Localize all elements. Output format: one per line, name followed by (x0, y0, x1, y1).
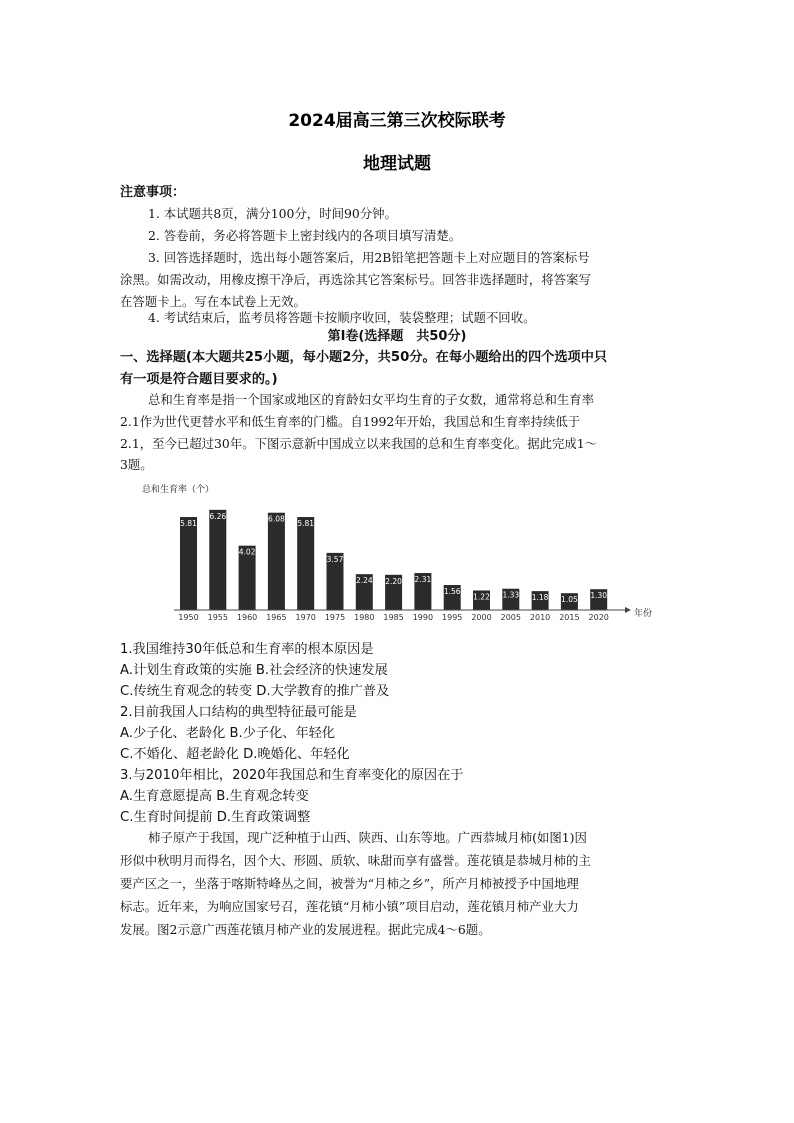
x-tick-1985: 1985 (383, 613, 404, 622)
x-tick-1955: 1955 (207, 613, 228, 622)
passage2-line: 标志。近年来，为响应国家号召，莲花镇“月柿小镇”项目启动，莲花镇月柿产业大力 (120, 899, 579, 914)
passage1-line: 2.1作为世代更替水平和低生育率的门槛。自1992年开始，我国总和生育率持续低于 (120, 414, 581, 429)
x-tick-2015: 2015 (559, 613, 580, 622)
section-title: 第Ⅰ卷(选择题 共50分) (327, 329, 467, 344)
bar-1965 (268, 513, 285, 610)
data-label-2015: 1.05 (561, 595, 578, 605)
part-heading-line2: 有一项是符合题目要求的。) (120, 372, 278, 387)
note-line: 2. 答卷前，务必将答题卡上密封线内的各项目填写清楚。 (148, 228, 462, 243)
data-label-1950: 5.81 (180, 519, 197, 529)
data-label-2010: 1.18 (531, 593, 549, 603)
x-tick-2020: 2020 (588, 613, 609, 622)
data-label-2000: 1.22 (473, 592, 490, 602)
x-tick-2000: 2000 (471, 613, 492, 622)
passage1-line: 3题。 (120, 457, 153, 472)
question-3-options-cd: C.生育时间提前 D.生育政策调整 (120, 810, 311, 825)
question-1-options-cd: C.传统生育观念的转变 D.大学教育的推广普及 (120, 684, 390, 699)
data-label-1975: 3.57 (326, 554, 344, 564)
x-tick-1980: 1980 (354, 613, 375, 622)
note-line: 涂黑。如需改动，用橡皮擦干净后，再选涂其它答案标号。回答非选择题时，将答案写 (120, 272, 591, 287)
x-tick-1970: 1970 (295, 613, 316, 622)
bar-1970 (297, 517, 314, 610)
data-label-1985: 2.20 (385, 576, 402, 586)
data-label-1960: 4.02 (238, 547, 256, 557)
note-line: 4. 考试结束后，监考员将答题卡按顺序收回，装袋整理；试题不回收。 (148, 310, 536, 325)
data-label-1980: 2.24 (355, 576, 373, 586)
exam-title: 2024届高三第三次校际联考 (288, 111, 506, 131)
data-label-1965: 6.08 (268, 514, 285, 524)
x-tick-1995: 1995 (442, 613, 463, 622)
question-3-options-ab: A.生育意愿提高 B.生育观念转变 (120, 789, 309, 804)
passage1-line: 2.1，至今已超过30年。下图示意新中国成立以来我国的总和生育率变化。据此完成1～ (120, 436, 598, 451)
passage2-line: 发展。图2示意广西莲花镇月柿产业的发展进程。据此完成4～6题。 (120, 922, 491, 937)
data-label-1995: 1.56 (443, 587, 461, 597)
x-tick-2005: 2005 (500, 613, 521, 622)
data-label-1955: 6.26 (209, 511, 227, 521)
fertility-rate-chart (140, 480, 655, 630)
data-label-1970: 5.81 (297, 519, 315, 529)
question-2-options-cd: C.不婚化、超老龄化 D.晚婚化、年轻化 (120, 747, 350, 762)
x-tick-1950: 1950 (178, 613, 199, 622)
note-line: 在答题卡上。写在本试卷上无效。 (120, 294, 306, 309)
data-label-1990: 2.31 (414, 575, 432, 585)
note-line: 1. 本试题共8页，满分100分，时间90分钟。 (148, 206, 397, 221)
passage2-line: 柿子原产于我国，现广泛种植于山西、陕西、山东等地。广西恭城月柿(如图1)因 (148, 830, 587, 845)
x-tick-1960: 1960 (236, 613, 258, 622)
question-2-options-ab: A.少子化、老龄化 B.少子化、年轻化 (120, 726, 336, 741)
x-axis-arrow (625, 607, 631, 613)
notes-heading: 注意事项： (120, 185, 186, 200)
y-axis-label: 总和生育率（个） (142, 485, 215, 495)
x-axis-label: 年份 (634, 609, 653, 619)
passage2-line: 要产区之一，坐落于喀斯特峰丛之间，被誉为“月柿之乡”，所产月柿被授予中国地理 (120, 876, 579, 891)
passage1-line: 总和生育率是指一个国家或地区的育龄妇女平均生育的子女数，通常将总和生育率 (148, 392, 595, 407)
x-tick-1975: 1975 (324, 613, 346, 622)
question-3: 3.与2010年相比，2020年我国总和生育率变化的原因在于 (120, 768, 464, 783)
question-2: 2.目前我国人口结构的典型特征最可能是 (120, 705, 357, 720)
bar-1955 (209, 510, 226, 610)
question-1: 1.我国维持30年低总和生育率的根本原因是 (120, 642, 374, 657)
x-tick-1990: 1990 (412, 613, 434, 622)
note-line: 3. 回答选择题时，选出每小题答案后，用2B铅笔把答题卡上对应题目的答案标号 (148, 250, 590, 265)
subject-title: 地理试题 (363, 154, 431, 174)
x-tick-1965: 1965 (266, 613, 287, 622)
question-1-options-ab: A.计划生育政策的实施 B.社会经济的快速发展 (120, 663, 388, 678)
x-tick-2010: 2010 (529, 613, 551, 622)
part-heading-line1: 一、选择题(本大题共25小题，每小题2分，共50分。在每小题给出的四个选项中只 (120, 350, 608, 365)
bar-1950 (180, 517, 197, 610)
passage2-line: 形似中秋明月而得名，因个大、形圆、质软、味甜而享有盛誉。莲花镇是恭城月柿的主 (120, 853, 591, 868)
data-label-2005: 1.33 (502, 590, 520, 600)
data-label-2020: 1.30 (590, 591, 608, 601)
